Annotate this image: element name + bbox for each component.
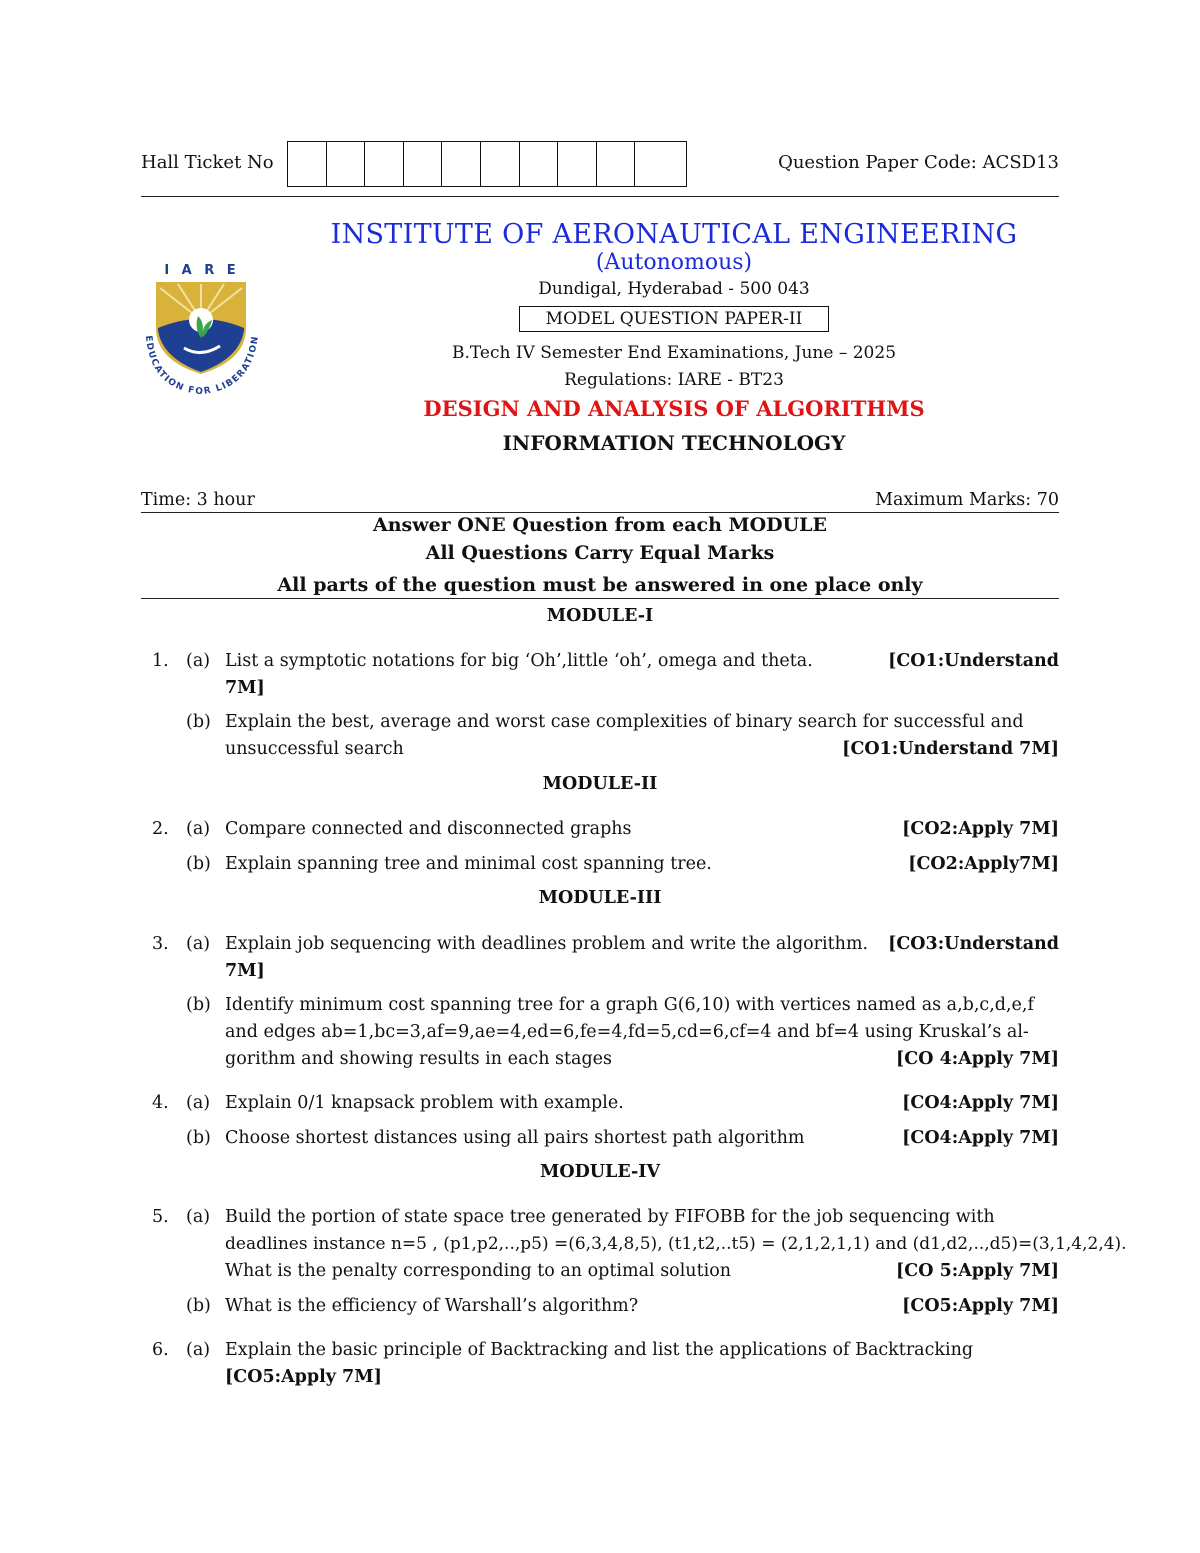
co-tag: [CO2:Apply 7M] [902,819,1059,839]
ticket-digit-box[interactable] [558,142,597,186]
part-label: (a) [186,1093,211,1113]
question-text: and edges ab=1,bc=3,af=9,ae=4,ed=6,fe=4,fd=5,cd=6,cf=4 and bf=4 using Kruskal’s al- [225,1022,1029,1042]
ticket-digit-box[interactable] [597,142,636,186]
question-text: Explain the basic principle of Backtracking and list the applications of Backtracking [225,1340,974,1360]
co-tag-marks: 7M] [225,678,265,698]
paper-type: MODEL QUESTION PAPER-II [519,306,830,332]
co-tag: [CO4:Apply 7M] [902,1128,1059,1148]
question-1b [225,709,1059,763]
co-tag: [CO5:Apply 7M] [902,1296,1059,1316]
institute-address: Dundigal, Hyderabad - 500 043 [538,279,810,299]
module-2-heading: MODULE-II [542,774,658,794]
question-text: What is the penalty corresponding to an optimal solution [225,1261,732,1281]
question-text: What is the efficiency of Warshall’s algorithm? [225,1296,639,1316]
part-label: (b) [186,1296,211,1316]
part-label: (a) [186,1207,211,1227]
hall-ticket-boxes[interactable] [287,141,687,187]
ticket-digit-box[interactable] [635,142,674,186]
header-divider [141,196,1059,197]
question-text: Explain 0/1 knapsack problem with example. [225,1093,624,1113]
part-label: (b) [186,1128,211,1148]
part-label: (b) [186,712,211,732]
co-tag: [CO1:Understand [888,651,1059,671]
question-6a [225,1337,1059,1391]
part-label: (a) [186,934,211,954]
ticket-digit-box[interactable] [442,142,481,186]
question-number: 2. [152,819,169,839]
ticket-digit-box[interactable] [365,142,404,186]
question-number: 1. [152,651,169,671]
question-number: 4. [152,1093,169,1113]
question-text: Build the portion of state space tree generated by FIFOBB for the job sequencing with [225,1207,995,1227]
meta-divider [141,512,1059,513]
autonomous-label: (Autonomous) [595,250,753,275]
part-label: (b) [186,995,211,1015]
question-1a [225,648,1059,702]
instruction-line-3: All parts of the question must be answered in one place only [277,574,923,596]
hall-ticket-label: Hall Ticket No [141,152,274,173]
question-2b [225,851,1059,878]
question-text: List a symptotic notations for big ‘Oh’,little ‘oh’, omega and theta. [225,651,813,671]
instructions-divider [141,598,1059,599]
ticket-digit-box[interactable] [288,142,327,186]
question-4b [225,1125,1059,1152]
part-label: (a) [186,819,211,839]
module-3-heading: MODULE-III [538,888,662,908]
question-5a [225,1204,1127,1285]
logo-motto: EDUCATION FOR LIBERATION [142,334,262,398]
question-number: 6. [152,1340,169,1360]
question-text: Identify minimum cost spanning tree for a graph G(6,10) with vertices named as a,b,c,d,e,f [225,995,1034,1015]
module-4-heading: MODULE-IV [539,1162,661,1182]
question-text: Choose shortest distances using all pairs shortest path algorithm [225,1128,805,1148]
part-label: (b) [186,854,211,874]
question-text: gorithm and showing results in each stages [225,1049,613,1069]
max-marks: Maximum Marks: 70 [875,490,1059,510]
question-3a [225,931,1059,985]
co-tag: [CO4:Apply 7M] [902,1093,1059,1113]
question-number: 3. [152,934,169,954]
question-text: Explain the best, average and worst case complexities of binary search for successful and [225,712,1024,732]
subject-title: DESIGN AND ANALYSIS OF ALGORITHMS [423,396,925,421]
co-tag: [CO3:Understand [888,934,1059,954]
question-4a [225,1090,1059,1117]
question-text: unsuccessful search [225,739,404,759]
ticket-digit-box[interactable] [404,142,443,186]
exam-time: Time: 3 hour [141,490,255,510]
institute-name: INSTITUTE OF AERONAUTICAL ENGINEERING [330,219,1018,250]
question-number: 5. [152,1207,169,1227]
module-1-heading: MODULE-I [546,606,654,626]
question-text: Compare connected and disconnected graphs [225,819,632,839]
co-tag: [CO 5:Apply 7M] [896,1261,1059,1281]
question-paper-code: Question Paper Code: ACSD13 [778,152,1059,173]
co-tag: [CO2:Apply7M] [908,854,1059,874]
part-label: (a) [186,1340,211,1360]
ticket-digit-box[interactable] [481,142,520,186]
instruction-line-2: All Questions Carry Equal Marks [425,542,775,564]
regulations: Regulations: IARE - BT23 [564,370,784,390]
co-tag: [CO5:Apply 7M] [225,1367,382,1387]
instruction-line-1: Answer ONE Question from each MODULE [372,514,828,536]
branch-title: INFORMATION TECHNOLOGY [502,431,846,455]
question-text: Explain spanning tree and minimal cost spanning tree. [225,854,712,874]
co-tag-marks: 7M] [225,961,265,981]
question-text: deadlines instance n=5 , (p1,p2,..,p5) =(6,3,4,8,5), (t1,t2,..t5) = (2,1,2,1,1) and (d1,d2,..,d5)=(3,1,4,2,4). [225,1234,1127,1254]
question-2a [225,816,1059,843]
logo-top-text: I A R E [164,263,240,278]
question-3b [225,992,1059,1073]
co-tag: [CO 4:Apply 7M] [896,1049,1059,1069]
question-5b [225,1293,1059,1320]
paper-type-box-wrap [190,306,1158,332]
ticket-digit-box[interactable] [327,142,366,186]
part-label: (a) [186,651,211,671]
question-text: Explain job sequencing with deadlines problem and write the algorithm. [225,934,869,954]
co-tag: [CO1:Understand 7M] [842,739,1059,759]
ticket-digit-box[interactable] [520,142,559,186]
exam-title: B.Tech IV Semester End Examinations, June – 2025 [451,343,897,363]
